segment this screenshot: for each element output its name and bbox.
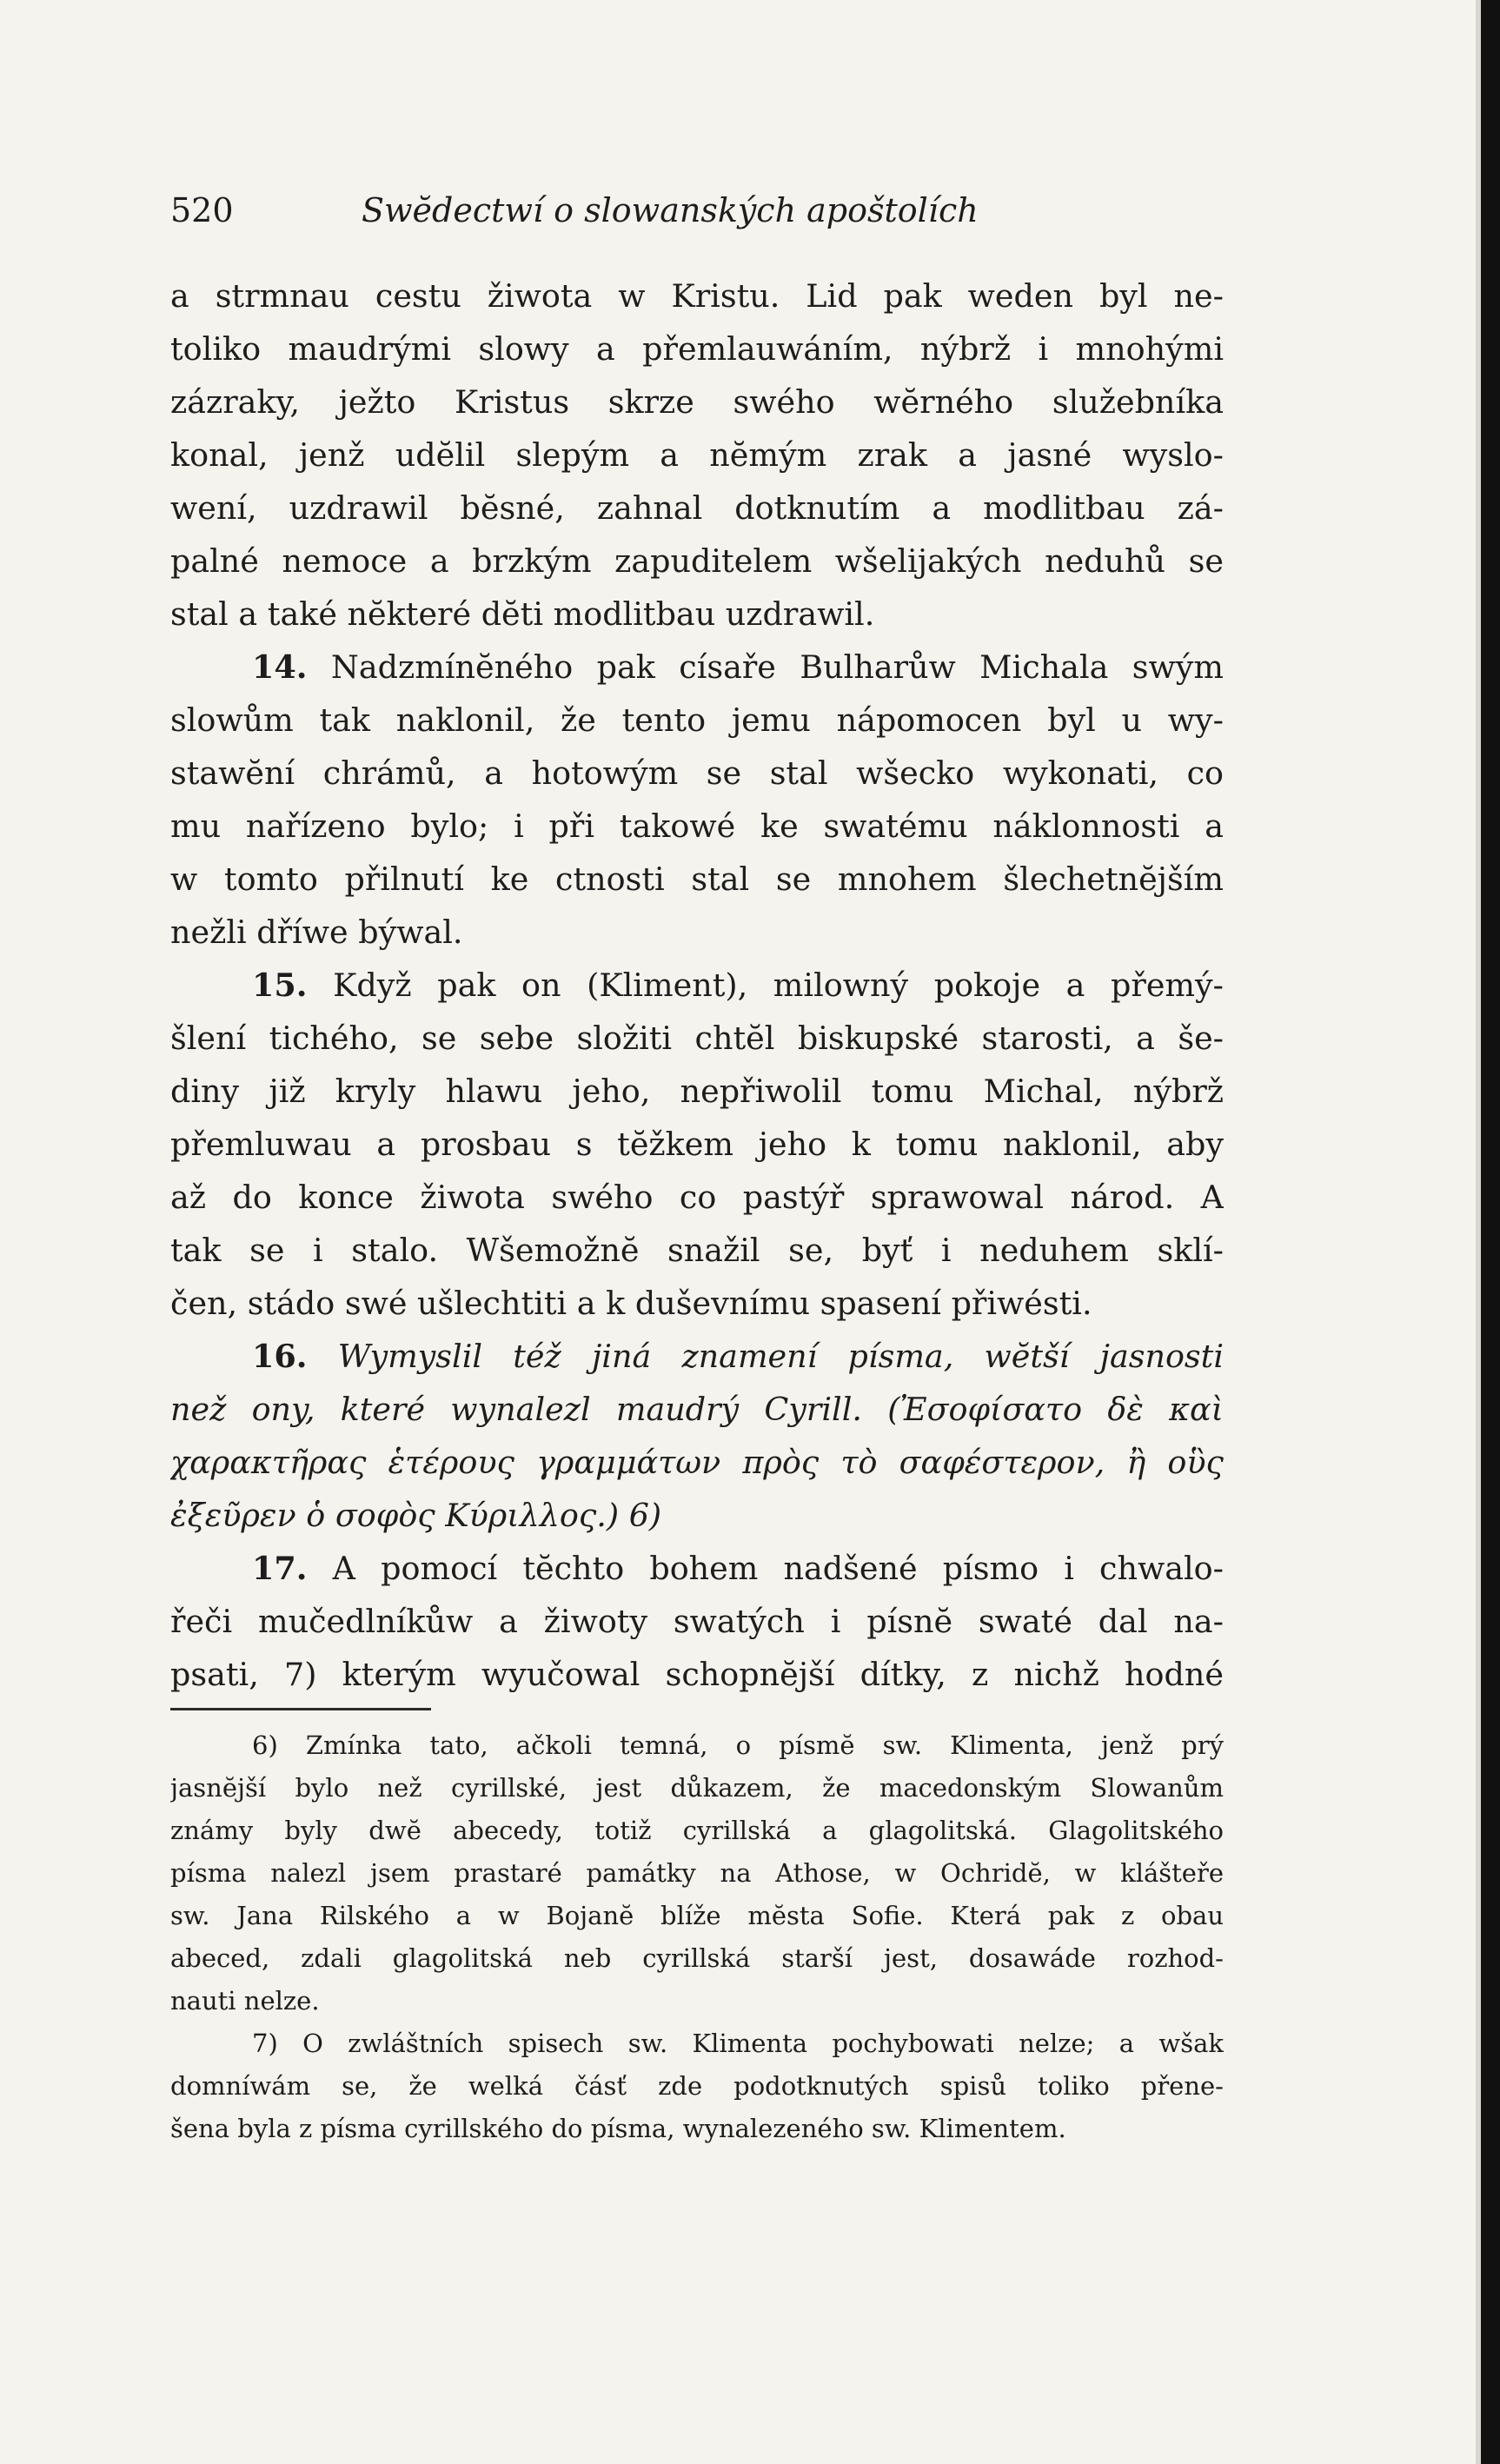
body-line: palné nemoce a brzkým zapuditelem wšelijakých neduhů se xyxy=(170,542,1224,580)
body-line: a strmnau cestu žiwota w Kristu. Lid pak weden byl ne- xyxy=(170,277,1224,315)
body-line: až do konce žiwota swého co pastýř sprawowal národ. A xyxy=(170,1179,1224,1216)
body-line: stal a také nĕkteré dĕti modlitbau uzdrawil. xyxy=(170,595,875,633)
body-line: čen, stádo swé ušlechtiti a k duševnímu spasení přiwésti. xyxy=(170,1285,1092,1322)
body-line: mu nařízeno bylo; i při takowé ke swatému náklonnosti a xyxy=(170,807,1224,845)
footnote-7-line: šena byla z písma cyrillského do písma, wynalezeného sw. Klimentem. xyxy=(170,2114,1066,2143)
paragraph-17-first-line xyxy=(170,1542,1224,1595)
section-number-15: 15. xyxy=(252,966,308,1004)
body-line: wení, uzdrawil bĕsné, zahnal dotknutím a modlitbau zá- xyxy=(170,489,1224,527)
body-line: řeči mučedlníkůw a žiwoty swatých i písnĕ swaté dal na- xyxy=(170,1603,1224,1640)
footnote-7-line: domníwám se, že welká čásť zde podotknutých spisů toliko přene- xyxy=(170,2071,1224,2101)
body-line-text: Wymyslil též jiná znamení písma, wĕtší jasnosti xyxy=(337,1338,1224,1375)
page-number: 520 xyxy=(170,191,234,229)
body-text xyxy=(170,269,1224,1701)
book-page xyxy=(170,191,1224,2150)
paragraph-15-first-line xyxy=(170,959,1224,1012)
footnote-6-line: 6) Zmínka tato, ačkoli temná, o písmĕ sw. Klimenta, jenž prý xyxy=(252,1730,1224,1760)
body-line: w tomto přilnutí ke ctnosti stal se mnohem šlechetnĕjším xyxy=(170,860,1224,898)
body-line: šlení tichého, se sebe složiti chtĕl biskupské starosti, a še- xyxy=(170,1019,1224,1057)
body-line: přemluwau a prosbau s tĕžkem jeho k tomu naklonil, aby xyxy=(170,1126,1224,1163)
footnote-divider xyxy=(170,1708,431,1710)
footnote-7-line: 7) O zwláštních spisech sw. Klimenta pochybowati nelze; a wšak xyxy=(252,2029,1224,2058)
body-line: tak se i stalo. Wšemožnĕ snažil se, byť i neduhem sklí- xyxy=(170,1232,1224,1269)
running-head: Swĕdectwí o slowanských apoštolích xyxy=(362,191,979,229)
body-line: konal, jenž udĕlil slepým a nĕmým zrak a jasné wyslo- xyxy=(170,436,1224,474)
footnote-6-line: známy byly dwĕ abecedy, totiž cyrillská a glagolitská. Glagolitského xyxy=(170,1816,1224,1845)
page-header xyxy=(170,191,1224,243)
body-line-text: Nadzmínĕného pak císaře Bulharůw Michala swým xyxy=(330,648,1224,686)
body-line: zázraky, ježto Kristus skrze swého wĕrného služebníka xyxy=(170,383,1224,421)
footnote-6-line: písma nalezl jsem prastaré památky na Athose, w Ochridĕ, w klášteře xyxy=(170,1858,1224,1888)
body-line: toliko maudrými slowy a přemlauwáním, nýbrž i mnohými xyxy=(170,330,1224,368)
paragraph-14-first-line xyxy=(170,641,1224,694)
footnote-6-line: jasnĕjší bylo než cyrillské, jest důkazem, že macedonským Slowanům xyxy=(170,1773,1224,1803)
body-line: diny již kryly hlawu jeho, nepřiwolil tomu Michal, nýbrž xyxy=(170,1073,1224,1110)
footnote-6-line: sw. Jana Rilského a w Bojanĕ blíže mĕsta Sofie. Která pak z obau xyxy=(170,1901,1224,1930)
body-line: stawĕní chrámů, a hotowým se stal wšecko wykonati, co xyxy=(170,754,1224,792)
body-line-text: A pomocí tĕchto bohem nadšené písmo i chwalo- xyxy=(332,1550,1224,1587)
section-number-17: 17. xyxy=(252,1550,308,1587)
scan-edge-border xyxy=(1481,0,1500,2464)
body-line: nežli dříwe býwal. xyxy=(170,913,463,951)
footnote-6-line: nauti nelze. xyxy=(170,1986,320,2016)
greek-line: χαρακτῆρας ἑτέρους γραμμάτων πρὸς τὸ σαφέστερον, ἢ οὓς xyxy=(170,1444,1224,1481)
section-number-14: 14. xyxy=(252,648,308,686)
section-number-16: 16. xyxy=(252,1338,308,1375)
footnotes xyxy=(170,1724,1224,2150)
body-line-text: Když pak on (Kliment), milowný pokoje a přemý- xyxy=(333,966,1224,1004)
greek-line: ἐξεῦρεν ὁ σοφὸς Κύριλλος.) 6) xyxy=(170,1497,662,1534)
body-line: slowům tak naklonil, že tento jemu nápomocen byl u wy- xyxy=(170,701,1224,739)
paragraph-16-first-line xyxy=(170,1330,1224,1383)
footnote-6-line: abeced, zdali glagolitská neb cyrillská starší jest, dosawáde rozhod- xyxy=(170,1943,1224,1973)
body-line: psati, 7) kterým wyučowal schopnĕjší dítky, z nichž hodné xyxy=(170,1656,1224,1693)
body-line: než ony, které wynalezl maudrý Cyrill. (Ἐσοφίσατο δὲ καὶ xyxy=(170,1391,1224,1428)
